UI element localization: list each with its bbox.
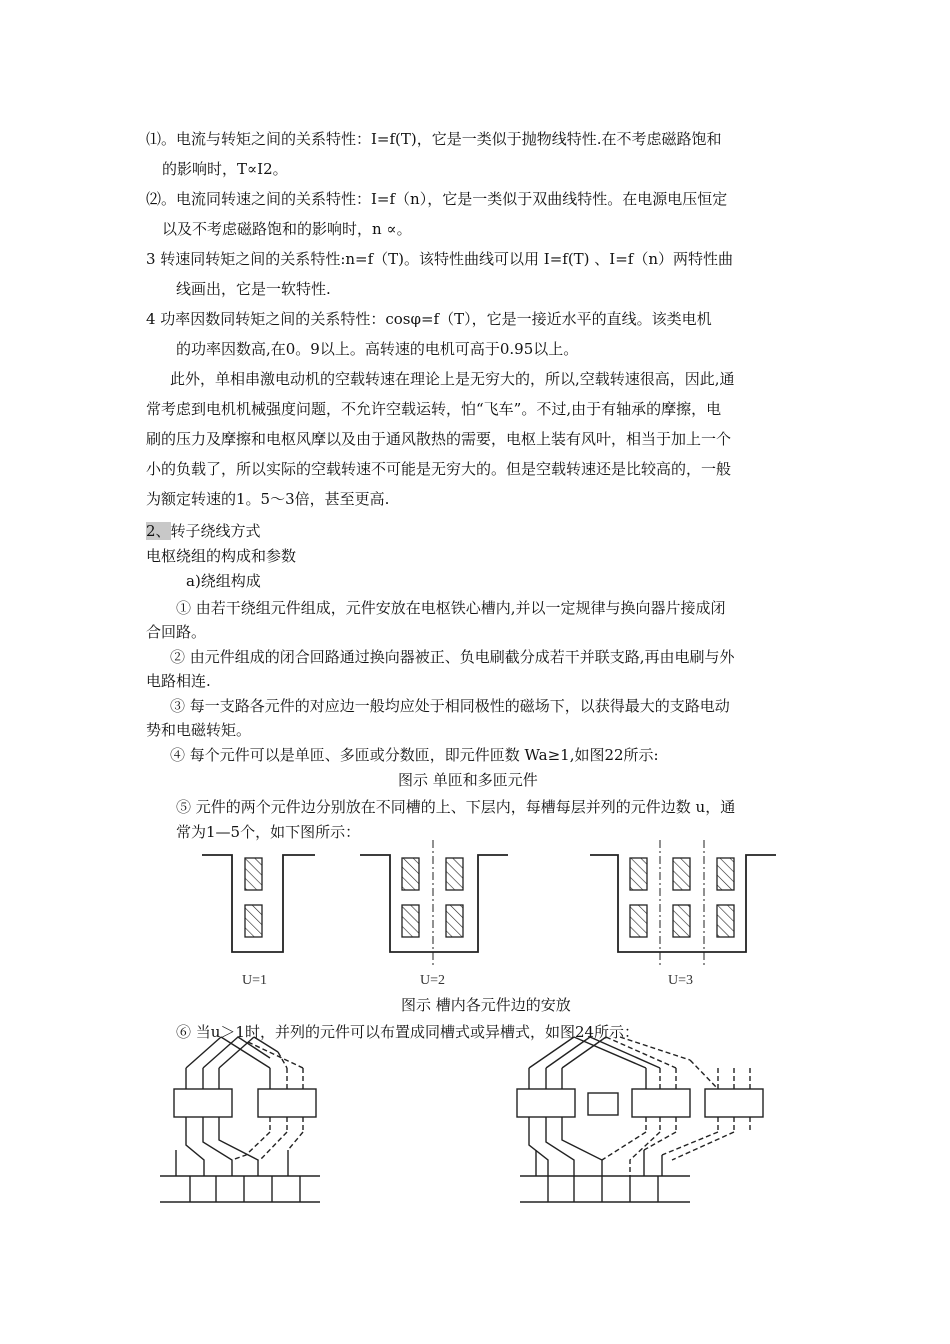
para-line5: 为额定转速的1。5～3倍，甚至更高. [146,490,390,508]
para-line3: 刷的压力及摩擦和电枢风摩以及由于通风散热的需要，电枢上装有风叶，相当于加上一个 [146,430,732,448]
different-slot-diagram [517,1037,763,1202]
p1-line2: 合回路。 [146,623,207,641]
slot-outline-u1 [202,855,315,952]
item1-line1: ⑴。电流与转矩之间的关系特性：I=f(T)，它是一类似于抛物线特性.在不考虑磁路饱和 [146,130,722,148]
sub-a: a)绕组构成 [186,572,261,590]
same-slot-dashed [232,1042,303,1160]
item4-line1: 4 功率因数同转矩之间的关系特性：cosφ=f（T），它是一接近水平的直线。该类电机 [146,310,712,328]
coil-side-u1-bottom [245,905,262,937]
coil-side-u3-bottom-2 [673,905,690,937]
para-line1: 此外，单相串激电动机的空载转速在理论上是无穷大的，所以,空载转速很高，因此,通 [170,370,735,388]
p6: ⑥ 当u＞1时，并列的元件可以布置成同槽式或异槽式，如图24所示： [176,1023,640,1041]
p3-line2: 势和电磁转矩。 [146,721,252,739]
coil-side-u2-bottom-right [446,905,463,937]
coil-side-u3-bottom-3 [717,905,734,937]
coil-side-u2-top-left [402,858,419,890]
p5-line1: ⑤ 元件的两个元件边分别放在不同槽的上、下层内，每槽每层并列的元件边数 u，通 [176,798,736,816]
slot-outline-u3 [590,855,776,952]
label-u1: U=1 [242,973,268,988]
p2-line1: ② 由元件组成的闭合回路通过换向器被正、负电刷截分成若干并联支路,再由电刷与外 [170,648,735,666]
p4: ④ 每个元件可以是单匝、多匝或分数匝，即元件匝数 Wa≥1,如图22所示: [170,746,659,764]
section-title: 转子绕线方式 [170,522,261,540]
coil-side-u3-top-2 [673,858,690,890]
coil-side-u2-bottom-left [402,905,419,937]
coil-side-u2-top-right [446,858,463,890]
subheading: 电枢绕组的构成和参数 [146,547,297,565]
section-number: 2、 [146,522,171,540]
coil-side-u3-top-1 [630,858,647,890]
slot-outline-u2 [360,855,508,952]
para-line4: 小的负载了，所以实际的空载转速不可能是无穷大的。但是空载转速还是比较高的，一般 [146,460,732,478]
label-u2: U=2 [420,973,446,988]
item3-line1: 3 转速同转矩之间的关系特性:n=f（T)。该特性曲线可以用 I=f(T) 、I=f（n）两特性曲 [146,250,734,268]
p1-line1: ① 由若干绕组元件组成，元件安放在电枢铁心槽内,并以一定规律与换向器片接成闭 [176,599,726,617]
caption-slot-arrangement: 图示 槽内各元件边的安放 [401,996,571,1014]
item4-line2: 的功率因数高,在0。9以上。高转速的电机可高于0.95以上。 [176,340,579,358]
item1-line2: 的影响时，T∝I2。 [162,160,288,178]
item2-line1: ⑵。电流同转速之间的关系特性：I=f（n），它是一类似于双曲线特性。在电源电压恒定 [146,190,728,208]
p3-line1: ③ 每一支路各元件的对应边一般均应处于相同极性的磁场下，以获得最大的支路电动 [170,697,730,715]
coil-side-u1-top [245,858,262,890]
para-line2: 常考虑到电机机械强度问题，不允许空载运转，怕“飞车”。不过,由于有轴承的摩擦，电 [146,400,722,418]
coil-side-u3-bottom-1 [630,905,647,937]
item3-line2: 线画出，它是一软特性. [176,280,331,298]
label-u3: U=3 [668,973,694,988]
coil-side-u3-top-3 [717,858,734,890]
item2-line2: 以及不考虑磁路饱和的影响时，n ∝。 [162,220,412,238]
different-slot-dashed [602,1037,750,1176]
same-slot-diagram [160,1037,320,1202]
p5-line2: 常为1—5个，如下图所示： [176,823,361,841]
section-heading [146,521,261,541]
p2-line2: 电路相连. [146,672,211,690]
caption-single-multi-turn: 图示 单匝和多匝元件 [398,771,538,789]
